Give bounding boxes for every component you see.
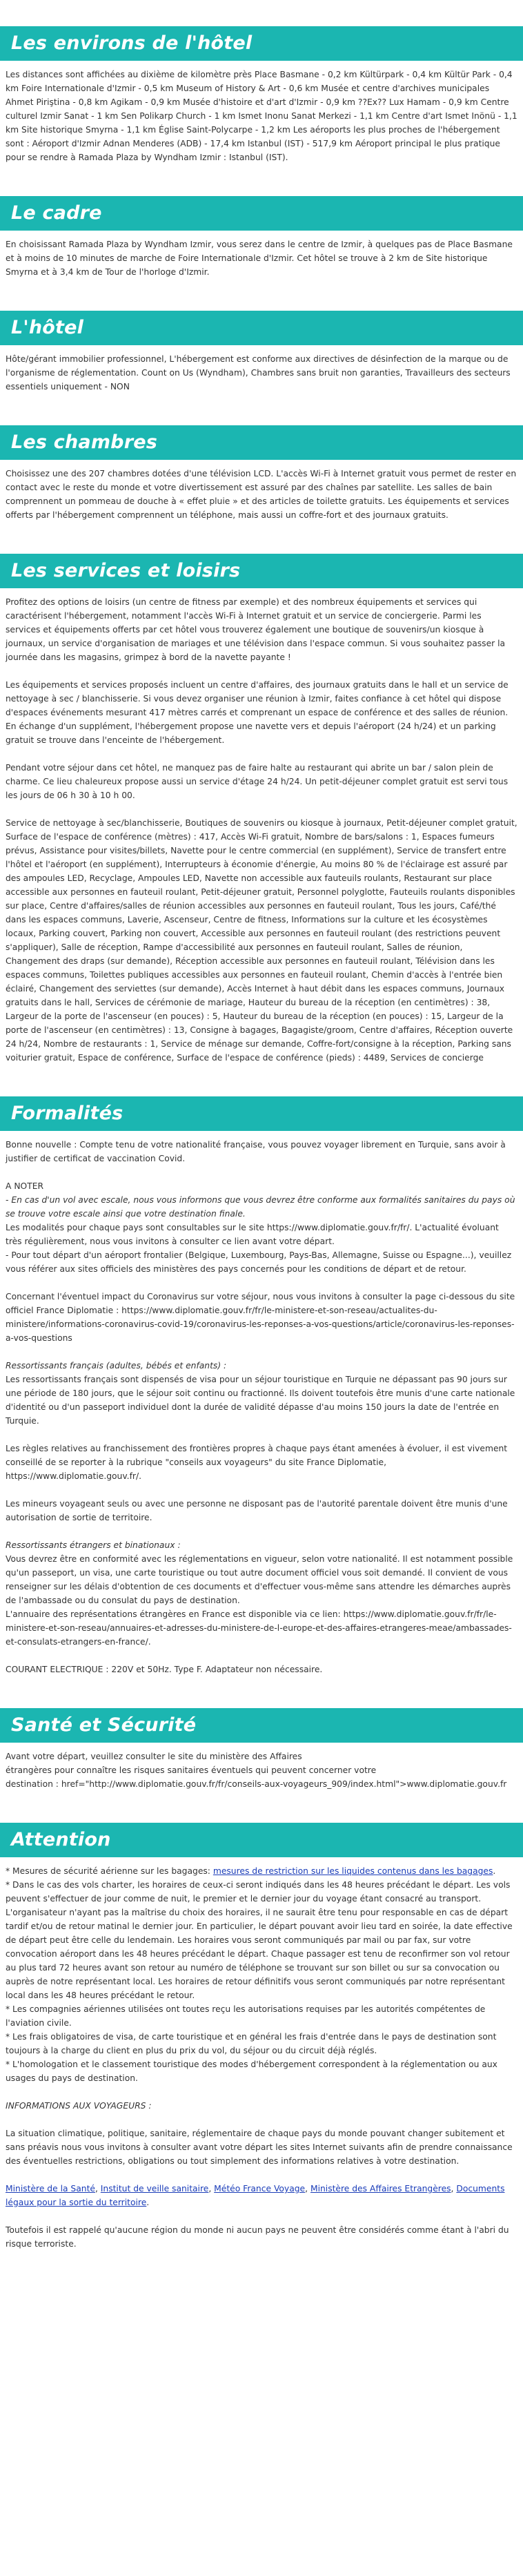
paragraph: Hôte/gérant immobilier professionnel, L'hébergement est conforme aux directives de désinfection de la marque ou de l'organisme de réglementation. Count on Us (Wyndham), Chambres sans bruit non garanties, Travailleurs des secteurs essentiels uniquement - NON: [6, 354, 511, 391]
paragraph: Ressortissants français (adultes, bébés et enfants) : Les ressortissants français sont dispensés de visa pour un séjour touristique en Turquie ne dépassant pas 90 jours sur une période de 180 jours, que le séjour soit continu ou fractionné. Ils doivent toutefois être munis d'une carte nationale d'identité ou d'un passeport individuel dont la durée de validité dépasse d'au moins 150 jours la date de l'entrée en Turquie.: [6, 1361, 515, 1426]
paragraph: Les mineurs voyageant seuls ou avec une personne ne disposant pas de l'autorité parentale doivent être munis d'une autorisation de sortie de territoire.: [6, 1499, 508, 1522]
section-title: Les environs de l'hôtel: [0, 26, 523, 61]
section-title: Santé et Sécurité: [0, 1708, 523, 1743]
paragraph: Toutefois il est rappelé qu'aucune région du monde ni aucun pays ne peuvent être considérés comme étant à l'abri du risque terroriste.: [6, 2225, 509, 2249]
section-title: Formalités: [0, 1096, 523, 1131]
note-line: Les modalités pour chaque pays sont consultables sur le site https://www.diplomatie.gouv.fr/fr/. L'actualité évoluant très régulièrement, nous vous invitons à consulter ce lien avant votre départ.: [6, 1223, 499, 1246]
paragraph: Profitez des options de loisirs (un centre de fitness par exemple) et des nombreux équipements et services qui caractérisent l'hébergement, notamment l'accès Wi-Fi à Internet gratuit et un service de conciergerie. Parmi les services et équipements offerts par cet hôtel vous trouverez également une boutique de souvenirs/un kiosque à journaux, un service d'organisation de mariages et une télévision dans l'espace commun. Si vous souhaitez passer la journée dans les magasins, grimpez à bord de la navette payante !: [6, 597, 506, 662]
paragraph: Concernant l'éventuel impact du Coronavirus sur votre séjour, nous vous invitons à consulter la page ci-dessous du site officiel France Diplomatie : https://www.diplomatie.gouv.fr/fr/le-ministere-et-son-reseau/actualites-du-ministere/informations-coronavirus-covid-19/coronavirus-les-reponses-a-vos-questions/article/coronavirus-les-reponses-a-vos-questions: [6, 1292, 515, 1343]
paragraph: * Mesures de sécurité aérienne sur les bagages: mesures de restriction sur les liquides contenus dans les bagages. * Dans le cas des vols charter, les horaires de ceux-ci seront indiqués dans les 48 heures précédant le départ. Les vols peuvent s'effectuer de jour comme de nuit, le premier et le dernier jour du voyage étant consacré au transport. L'organisateur n'ayant pas la maîtrise du choix des horaires, il ne saurait être tenu pour responsable en cas de départ tardif et/ou de retour matinal le dernier jour. En particulier, le départ pouvant avoir lieu tard en soirée, la date effective de départ peut être celle du lendemain. Les horaires vous seront communiqués par mail ou par fax, sur votre convocation aéroport dans les 48 heures précédant le départ. Chaque passager est tenu de reconfirmer son vol retour au plus tard 72 heures avant son retour au numéro de téléphone se trouvant sur son billet ou sur sa convocation ou auprès de notre représentant local. Les horaires de retour définitifs vous seront communiqués par notre représentant local dans les 48 heures précédant le retour. * Les compagnies aériennes utilisées ont toutes reçu les autorisations requises par les autorités compétentes de l'aviation civile. * Les frais obligatoires de visa, de carte touristique et en général les frais d'entrée dans le pays de destination sont toujours à la charge du client en plus du prix du vol, du séjour ou du circuit déjà réglés. * L'homologation et le classement touristique des modes d'hébergement correspondent à la réglementation ou aux usages du pays de destination.: [6, 1866, 513, 2083]
paragraph: Les règles relatives au franchissement des frontières propres à chaque pays étant amenées à évoluer, il est vivement conseillé de se reporter à la rubrique "conseils aux voyageurs" du site France Diplomatie, https://www.diplomatie.gouv.fr/.: [6, 1444, 508, 1481]
section-services: [0, 554, 523, 1065]
link-meteo-france-voyage[interactable]: Météo France Voyage: [214, 2184, 306, 2194]
section-title: L'hôtel: [0, 311, 523, 345]
note-heading: A NOTER: [6, 1181, 44, 1191]
section-environs: [0, 26, 523, 164]
subheading: Ressortissants français (adultes, bébés et enfants) :: [6, 1361, 227, 1371]
paragraph: Choisissez une des 207 chambres dotées d'une télévision LCD. L'accès Wi-Fi à Internet gratuit vous permet de rester en contact avec le reste du monde et votre divertissement est assuré par des chaînes par satellite. Les salles de bain comprennent un pommeau de douche à « effet pluie » et des articles de toilette gratuits. Les équipements et services offerts par l'hébergement comprennent un téléphone, mais aussi un coffre-fort et des journaux gratuits.: [6, 469, 517, 520]
paragraph: La situation climatique, politique, sanitaire, réglementaire de chaque pays du monde pouvant changer subitement et sans préavis nous vous invitons à consulter avant votre départ les sites Internet suivants afin de prendre connaissance des éventuelles restrictions, obligations ou tout simplement des informations relatives à votre destination.: [6, 2129, 513, 2166]
section-cadre: [0, 196, 523, 279]
section-formalites: [0, 1096, 523, 1676]
section-attention: [0, 1823, 523, 2251]
paragraph: Les équipements et services proposés incluent un centre d'affaires, des journaux gratuits dans le hall et un service de nettoyage à sec / blanchisserie. Si vous devez organiser une réunion à Izmir, faites confiance à cet hôtel qui dispose d'espaces événements mesurant 417 mètres carrés et comprenant un espace de conférence et des salles de réunion. En échange d'un supplément, l'hébergement propose une navette vers et depuis l'aéroport (24 h/24) et un parking gratuit se trouve dans l'enceinte de l'hébergement.: [6, 680, 509, 745]
liquids-restriction-link[interactable]: mesures de restriction sur les liquides contenus dans les bagages: [213, 1866, 493, 1876]
links-paragraph: Ministère de la Santé, Institut de veille sanitaire, Météo France Voyage, Ministère des Affaires Etrangères, Documents légaux pour la sortie du territoire.: [6, 2184, 505, 2207]
note-line: - En cas d'un vol avec escale, nous vous informons que vous devrez être conforme aux formalités sanitaires du pays où se trouve votre escale ainsi que votre destination finale.: [6, 1195, 515, 1219]
paragraph: [6, 2099, 517, 2113]
section-sante: [0, 1708, 523, 1791]
paragraph: [6, 1179, 517, 1276]
paragraph: Service de nettoyage à sec/blanchisserie, Boutiques de souvenirs ou kiosque à journaux, Petit-déjeuner complet gratuit, Surface de l'espace de conférence (mètres) : 417, Accès Wi-Fi gratuit, Nombre de bars/salons : 1, Espaces fumeurs prévus, Assistance pour visites/billets, Navette pour le centre commercial (en supplément), Service de transfert entre l'hôtel et l'aéroport (en supplément), Interrupteurs à économie d'énergie, Au moins 80 % de l'éclairage est assuré par des ampoules LED, Recyclage, Ampoules LED, Navette non accessible aux fauteuils roulants, Restaurant sur place accessible aux personnes en fauteuil roulant, Petit-déjeuner gratuit, Personnel polyglotte, Fauteuils roulants disponibles sur place, Centre d'affaires/salles de réunion accessibles aux personnes en fauteuil roulant, Tous les jours, Café/thé dans les espaces communs, Laverie, Ascenseur, Centre de fitness, Informations sur la culture et les écosystèmes locaux, Parking couvert, Parking non couvert, Accessible aux personnes en fauteuil roulant (des restrictions peuvent s'appliquer), Salle de réception, Rampe d'accessibilité aux personnes en fauteuil roulant, Salles de réunion, Changement des draps (sur demande), Réception accessible aux personnes en fauteuil roulant, Télévision dans les espaces communs, Toilettes publiques accessibles aux personnes en fauteuil roulant, Chemin d'accès à l'entrée bien éclairé, Changement des serviettes (sur demande), Accès Internet à haut débit dans les espaces communs, Journaux gratuits dans le hall, Services de cérémonie de mariage, Hauteur du bureau de la réception (en centimètres) : 38, Largeur de la porte de l'ascenseur (en pouces) : 5, Hauteur du bureau de la réception (en pouces) : 15, Largeur de la porte de l'ascenseur (en centimètres) : 13, Consigne à bagages, Bagagiste/groom, Centre d'affaires, Réception ouverte 24 h/24, Nombre de restaurants : 1, Service de ménage sur demande, Coffre-fort/consigne à la réception, Parking sans voiturier gratuit, Espace de conférence, Surface de l'espace de conférence (pieds) : 4489, Services de concierge: [6, 818, 517, 1063]
paragraph: Pendant votre séjour dans cet hôtel, ne manquez pas de faire halte au restaurant qui abrite un bar / salon plein de charme. Ce lieu chaleureux propose aussi un service d'étage 24 h/24. Un petit-déjeuner complet gratuit est servi tous les jours de 06 h 30 à 10 h 00.: [6, 763, 509, 800]
paragraph: Ressortissants étrangers et binationaux : Vous devrez être en conformité avec les réglementations en vigueur, selon votre nationalité. Il est notamment possible qu'un passeport, un visa, une carte touristique ou tout autre document officiel vous soit demandé. Il convient de vous renseigner sur les délais d'obtention de ces documents et d'effectuer vous-même sans attendre les démarches auprès de l'ambassade ou du consulat du pays de destination. L'annuaire des représentations étrangères en France est disponible via ce lien: https://www.diplomatie.gouv.fr/fr/le-ministere-et-son-reseau/annuaires-et-adresses-du-ministere-de-l-europe-et-des-affaires-etrangeres-meae/ambassades-et-consulats-etrangers-en-france/.: [6, 1540, 513, 1647]
section-title: Les services et loisirs: [0, 554, 523, 588]
section-title: Le cadre: [0, 196, 523, 231]
paragraph: Avant votre départ, veuillez consulter le site du ministère des Affaires étrangères pour connaître les risques sanitaires éventuels qui peuvent concerner votre destination : href="http://www.diplomatie.gouv.fr/fr/conseils-aux-voyageurs_909/index.html">www.diplomatie.gouv.fr: [6, 1752, 507, 1789]
subheading: INFORMATIONS AUX VOYAGEURS :: [6, 2101, 152, 2111]
link-documents-legaux[interactable]: Documents légaux pour la sortie du territoire: [6, 2184, 505, 2207]
link-institut-veille-sanitaire[interactable]: Institut de veille sanitaire: [100, 2184, 209, 2194]
paragraph: Bonne nouvelle : Compte tenu de votre nationalité française, vous pouvez voyager librement en Turquie, sans avoir à justifier de certificat de vaccination Covid.: [6, 1140, 506, 1163]
section-hotel: [0, 311, 523, 394]
paragraph: En choisissant Ramada Plaza by Wyndham Izmir, vous serez dans le centre de Izmir, à quelques pas de Place Basmane et à moins de 10 minutes de marche de Foire Internationale d'Izmir. Cet hôtel se trouve à 2 km de Site historique Smyrna et à 3,4 km de Tour de l'horloge d'Izmir.: [6, 240, 513, 277]
section-title: Les chambres: [0, 425, 523, 460]
link-ministere-sante[interactable]: Ministère de la Santé: [6, 2184, 95, 2194]
link-ministere-affaires-etrangeres[interactable]: Ministère des Affaires Etrangères: [310, 2184, 451, 2194]
section-title: Attention: [0, 1823, 523, 1857]
paragraph: Les distances sont affichées au dixième de kilomètre près Place Basmane - 0,2 km Kültürpark - 0,4 km Kültür Park - 0,4 km Foire Internationale d'Izmir - 0,5 km Museum of History & Art - 0,6 km Musée et centre d'archives municipales Ahmet Piriştina - 0,8 km Agikam - 0,9 km Musée d'histoire et d'art d'Izmir - 0,9 km ??Ex?? Lux Hamam - 0,9 km Centre culturel Izmir Sanat - 1 km Sen Polikarp Church - 1 km Ismet Inonu Sanat Merkezi - 1,1 km Centre d'art Ismet Inönü - 1,1 km Site historique Smyrna - 1,1 km Église Saint-Polycarpe - 1,2 km Les aéroports les plus proches de l'hébergement sont : Aéroport d'Izmir Adnan Menderes (ADB) - 17,4 km Istanbul (IST) - 517,9 km Aéroport principal le plus pratique pour se rendre à Ramada Plaza by Wyndham Izmir : Istanbul (IST).: [6, 70, 517, 162]
section-chambres: [0, 425, 523, 522]
subheading: Ressortissants étrangers et binationaux :: [6, 1540, 181, 1550]
note-line: - Pour tout départ d'un aéroport frontalier (Belgique, Luxembourg, Pays-Bas, Allemagne, Suisse ou Espagne...), veuillez vous référer aux sites officiels des ministères des pays concernés pour les conditions de départ et de retour.: [6, 1250, 512, 1274]
paragraph: COURANT ELECTRIQUE : 220V et 50Hz. Type F. Adaptateur non nécessaire.: [6, 1665, 323, 1674]
